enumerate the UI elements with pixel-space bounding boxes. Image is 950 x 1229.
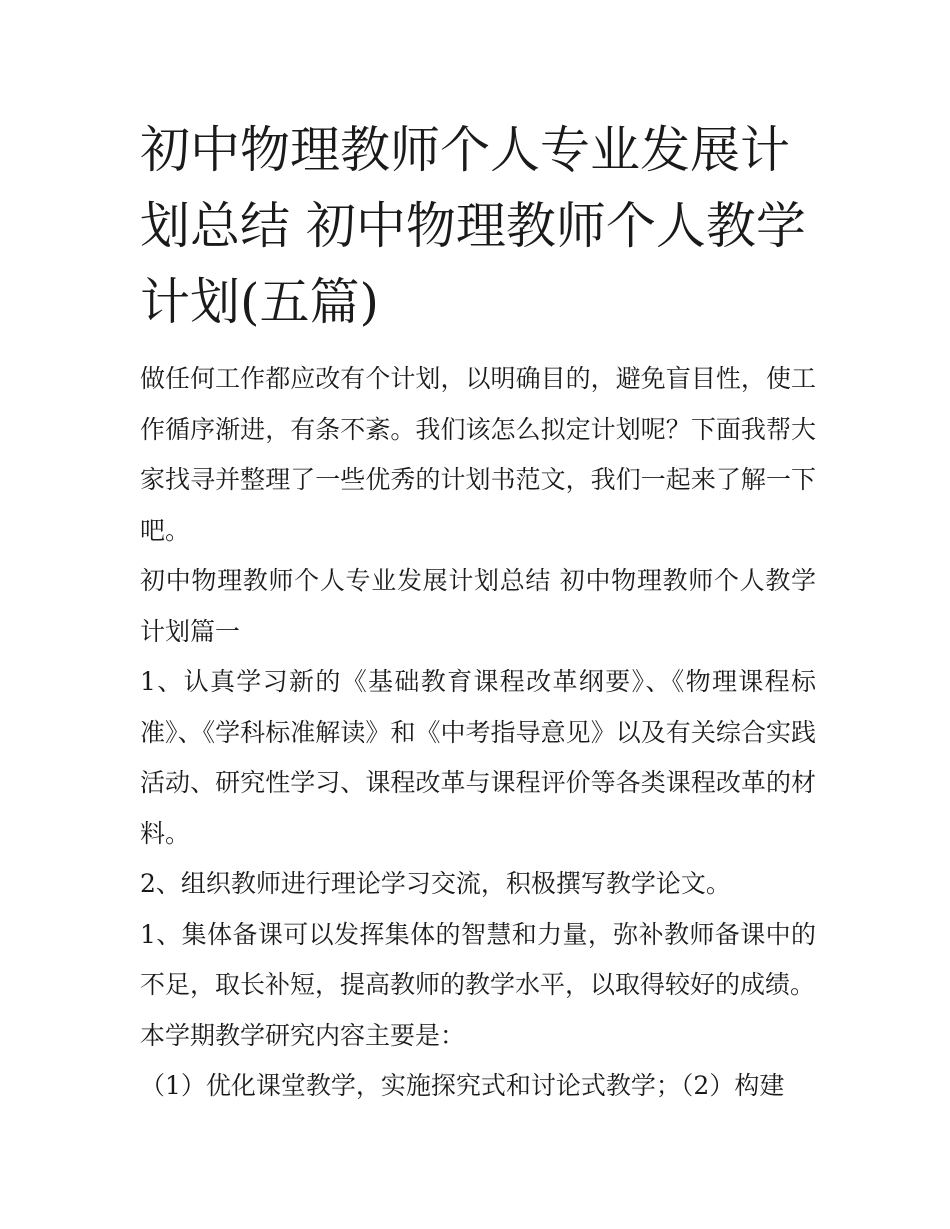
list-item-study: 1、认真学习新的《基础教育课程改革纲要》、《物理课程标准》、《学科标准解读》和《中考指导意见》以及有关综合实践活动、研究性学习、课程改革与课程评价等各类课程改革的材料。 — [140, 667, 816, 848]
intro-paragraph: 做任何工作都应改有个计划，以明确目的，避免盲目性，使工作循序渐进，有条不紊。我们该怎么拟定计划呢？下面我帮大家找寻并整理了一些优秀的计划书范文，我们一起来了解一下吧。 — [140, 364, 816, 545]
research-content-label: 本学期教学研究内容主要是： — [140, 1020, 466, 1050]
section-heading: 初中物理教师个人专业发展计划总结 初中物理教师个人教学计划篇一 — [140, 566, 816, 646]
list-item-lesson-prep: 1、集体备课可以发挥集体的智慧和力量，弥补教师备课中的不足，取长补短，提高教师的教学水平，以取得较好的成绩。 — [140, 919, 816, 999]
document-body — [140, 112, 816, 1112]
document-title: 初中物理教师个人专业发展计划总结 初中物理教师个人教学计划(五篇) — [140, 121, 806, 331]
list-item-exchange: 2、组织教师进行理论学习交流，积极撰写教学论文。 — [140, 869, 731, 898]
research-content-items: （1）优化课堂教学，实施探究式和讨论式教学；（2）构建 — [140, 1071, 785, 1100]
